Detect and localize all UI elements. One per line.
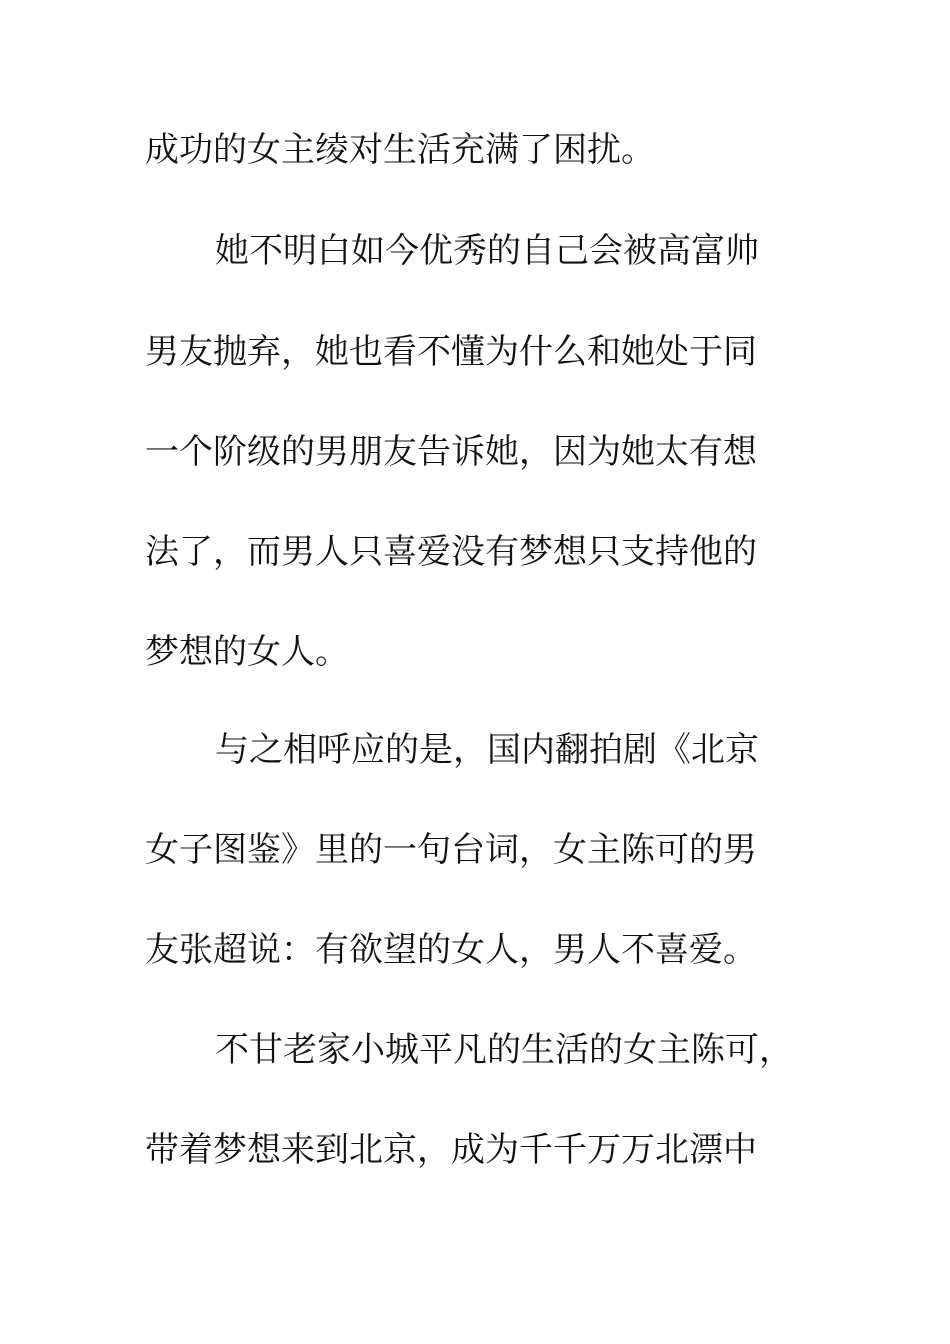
text-line-5: 法了，而男人只喜爱没有梦想只支持他的 xyxy=(145,532,757,572)
text-line-2: 她不明白如今优秀的自己会被高富帅 xyxy=(215,231,759,271)
text-line-11: 带着梦想来到北京，成为千千万万北漂中 xyxy=(145,1130,757,1170)
text-line-1: 成功的女主绫对生活充满了困扰。 xyxy=(145,130,655,170)
text-line-6: 梦想的女人。 xyxy=(145,632,349,672)
text-line-9: 友张超说：有欲望的女人，男人不喜爱。 xyxy=(145,930,757,970)
text-line-7: 与之相呼应的是，国内翻拍剧《北京 xyxy=(215,730,759,770)
text-line-4: 一个阶级的男朋友告诉她，因为她太有想 xyxy=(145,432,757,472)
text-line-10: 不甘老家小城平凡的生活的女主陈可， xyxy=(215,1030,793,1070)
text-line-8: 女子图鉴》里的一句台词，女主陈可的男 xyxy=(145,830,757,870)
text-line-3: 男友抛弃，她也看不懂为什么和她处于同 xyxy=(145,332,757,372)
